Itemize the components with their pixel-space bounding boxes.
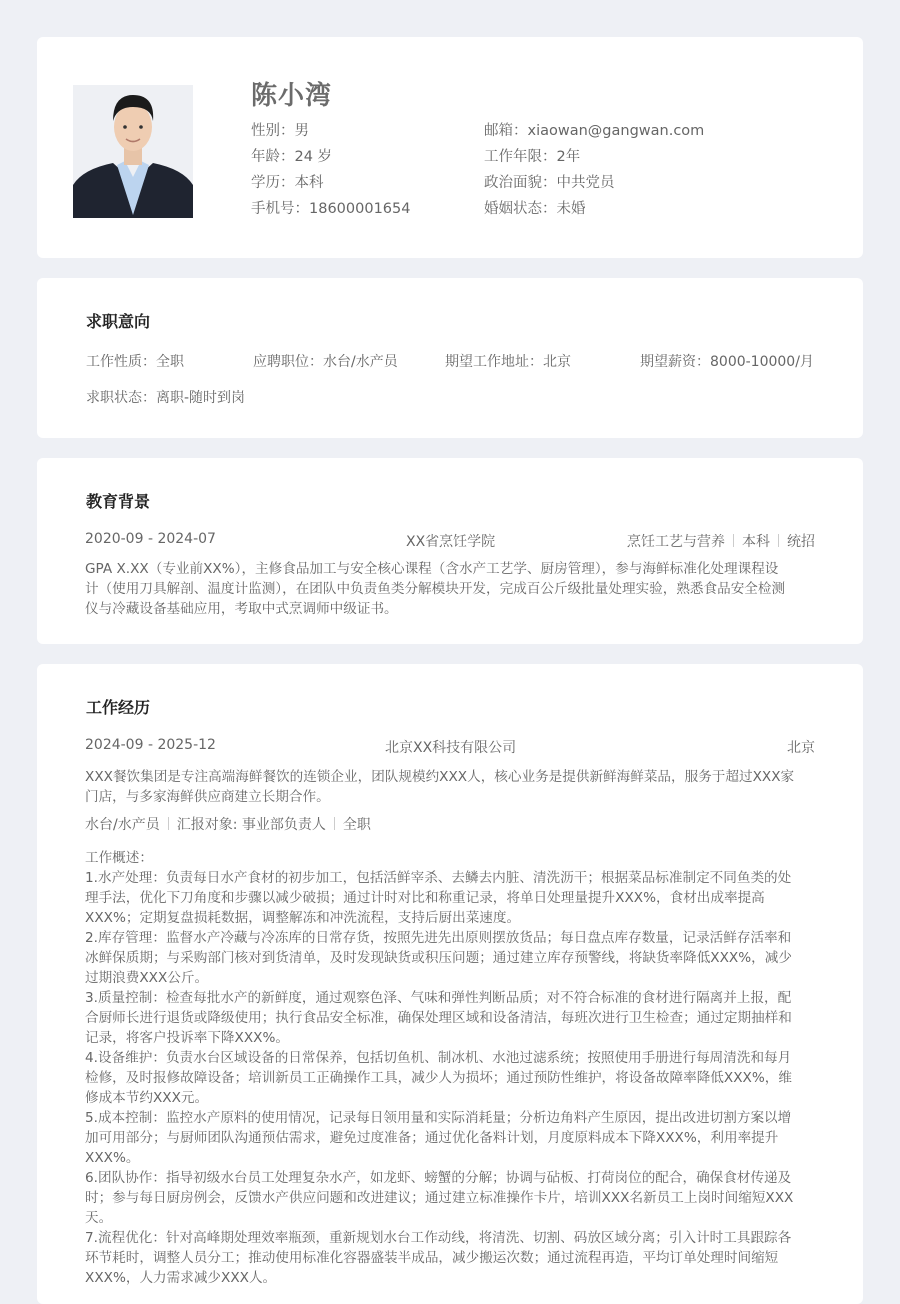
candidate-name: 陈小湾 [251,81,333,111]
divider [334,817,335,830]
work-type: 全职 [342,817,371,833]
edu-major: 烹饪工艺与营养 [627,534,725,550]
work-experience-card [37,664,863,1304]
info-political: 政治面貌：中共党员 [484,175,615,191]
intent-worktype: 工作性质：全职 [86,354,184,370]
work-overview: 工作概述： 1.水产处理：负责每日水产食材的初步加工，包括活鲜宰杀、去鳞去内脏、清洗沥干；根据菜品标准制定不同鱼类的处 理手法，优化下刀角度和步骤以减少破损；通过计时对比和称重记录，将单日处理量提升XXX%，食材出成率提高 XXX%；定期复盘损耗数据，调整解冻和冲洗流程，支持后厨出菜速度。 2.库存管理：监督水产冷藏与冷冻库的日常存货，按照先进先出原则摆放货品；每日盘点库存数量，记录活鲜存活率和 冰鲜保质期；与采购部门核对到货清单，及时发现缺货或积压问题；通过建立库存预警线，将缺货率降低XXX%，减少 过期浪费XXX公斤。 3.质量控制：检查每批水产的新鲜度，通过观察色泽、气味和弹性判断品质；对不符合标准的食材进行隔离并上报，配 合厨师长进行退货或降级使用；执行食品安全标准，确保处理区域和设备清洁，每班次进行卫生检查；通过定期抽样和 记录，将客户投诉率下降XXX%。 4.设备维护：负责水台区域设备的日常保养，包括切鱼机、制冰机、水池过滤系统；按照使用手册进行每周清洗和每月 检修，及时报修故障设备；培训新员工正确操作工具，减少人为损坏；通过预防性维护，将设备故障率降低XXX%，维 修成本节约XXX元。 5.成本控制：监控水产原料的使用情况，记录每日领用量和实际消耗量；分析边角料产生原因，提出改进切割方案以增 加可用部分；与厨师团队沟通预估需求，避免过度准备；通过优化备料计划，月度原料成本下降XXX%，利用率提升 XXX%。 6.团队协作：指导初级水台员工处理复杂水产，如龙虾、螃蟹的分解；协调与砧板、打荷岗位的配合，确保食材传递及 时；参与每日厨房例会，反馈水产供应问题和改进建议；通过建立标准操作卡片，培训XXX名新员工上岗时间缩短XXX 天。 7.流程优化：针对高峰期处理效率瓶颈，重新规划水台工作动线，将清洗、切割、码放区域分离；引入计时工具跟踪各 环节耗时，调整人员分工；推动使用标准化容器盛装半成品，减少搬运次数；通过流程再造，平均订单处理时间缩短 XXX%，人力需求减少XXX人。 [85,848,820,1288]
info-gender: 性别：男 [251,123,309,139]
work-role-meta [85,814,371,834]
company-intro: XXX餐饮集团是专注高端海鲜餐饮的连锁企业，团队规模约XXX人，核心业务是提供新鲜海鲜菜品，服务于超过XXX家 门店，与多家海鲜供应商建立长期合作。 [85,769,795,805]
basic-info-left [251,121,410,225]
intent-status: 求职状态：离职-随时到岗 [86,390,246,406]
section-title-work: 工作经历 [86,698,151,717]
info-age: 年龄：24 岁 [251,149,333,165]
work-date: 2024-09 - 2025-12 [85,737,216,753]
edu-description: GPA X.XX（专业前XX%），主修食品加工与安全核心课程（含水产工艺学、厨房管理），参与海鲜标准化处理课程设 计（使用刀具解剖、温度计监测），在团队中负责鱼类分解模块开发，完成百公斤级批量处理实验，熟悉食品安全检测 仪与冷藏设备基础应用，考取中式烹调师中级证书。 [85,561,786,617]
edu-type: 统招 [787,534,815,550]
edu-school: XX省烹饪学院 [406,534,496,550]
info-email: 邮箱：xiaowan@gangwan.com [484,123,705,139]
avatar [73,85,193,218]
edu-degree: 本科 [742,534,770,550]
work-role: 水台/水产员 [85,817,160,833]
work-company: 北京XX科技有限公司 [385,740,517,756]
edu-meta [627,531,815,551]
divider [733,534,734,547]
work-city: 北京 [787,740,815,756]
basic-info-right [484,121,704,225]
section-title-intent: 求职意向 [86,312,151,331]
overview-label: 工作概述： [85,850,153,866]
info-education: 学历：本科 [251,175,324,191]
edu-date: 2020-09 - 2024-07 [85,531,216,547]
education-card [37,458,863,644]
info-work-years: 工作年限：2年 [484,149,581,165]
section-title-education: 教育背景 [86,492,151,511]
divider [168,817,169,830]
info-marital: 婚姻状态：未婚 [484,201,586,217]
info-phone: 手机号：18600001654 [251,201,411,217]
work-report: 汇报对象: 事业部负责人 [176,817,326,833]
divider [778,534,779,547]
profile-card [37,37,863,258]
intent-position: 应聘职位：水台/水产员 [253,354,398,370]
intent-location: 期望工作地址：北京 [445,354,571,370]
job-intention-card [37,278,863,438]
intent-salary: 期望薪资：8000-10000/月 [640,354,814,370]
